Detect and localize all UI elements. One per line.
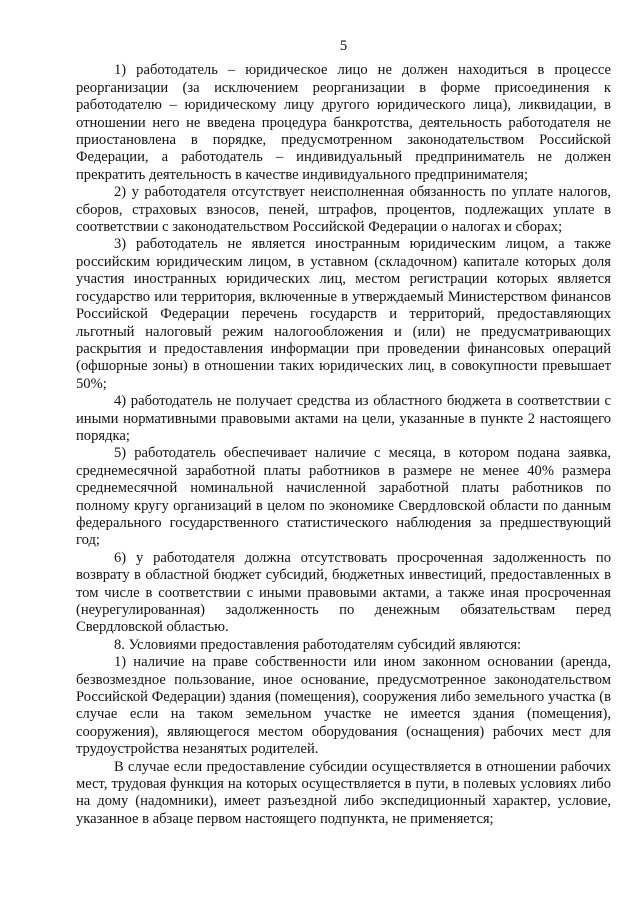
paragraph-no-tax-debt: 2) у работодателя отсутствует неисполненная обязанность по уплате налогов, сборов, страховых взносов, пеней, штрафов, процентов, подлежащих уплате в соответствии с законодательством Российской Федерации о налогах и сборах; (76, 184, 611, 236)
paragraph-employer-not-reorganized: 1) работодатель – юридическое лицо не должен находиться в процессе реорганизации (за исключением реорганизации в форме присоединения к работодателю – юридическому лицу другого юридического лица), ликвидации, в отношении него не введена процедура банкротства, деятельность работодателя не приостановлена в порядке, предусмотренном законодательством Российской Федерации, а работодатель – индивидуальный предприниматель не должен прекратить деятельность в качестве индивидуального предпринимателя; (76, 62, 611, 183)
paragraph-no-regional-budget-funds: 4) работодатель не получает средства из областного бюджета в соответствии с иными нормативными правовыми актами на цели, указанные в пункте 2 настоящего порядка; (76, 393, 611, 444)
paragraph-subsidy-conditions-heading: 8. Условиями предоставления работодателям субсидий являются: (114, 636, 522, 653)
paragraph-no-overdue-debt: 6) у работодателя должна отсутствовать просроченная задолженность по возврату в областной бюджет субсидий, бюджетных инвестиций, предоставленных в том числе в соответствии с иными правовыми актами, а также иная просроченная (неурегулированная) задолженность по денежным обязательствам перед Свердловской областью. (76, 549, 611, 636)
paragraph-mobile-workplaces-exception: В случае если предоставление субсидии осуществляется в отношении рабочих мест, трудовая функция на которых осуществляется в пути, в полевых условиях либо на дому (надомники), имеет разъездной либо экспедиционный характер, условие, указанное в абзаце первом настоящего подпункта, не применяется; (76, 758, 611, 827)
paragraph-average-salary: 5) работодатель обеспечивает наличие с месяца, в котором подана заявка, среднемесячной заработной платы работников в размере не менее 40% размера среднемесячной номинальной начисленной заработной платы работников по полному кругу организаций в целом по экономике Свердловской области по данным федерального государственного статистического наблюдения за предшествующий год; (76, 445, 611, 549)
paragraph-premises-ownership: 1) наличие на праве собственности или ином законном основании (аренда, безвозмездное пользование, иное основание, предусмотренное законодательством Российской Федерации) здания (помещения), сооружения либо земельного участка (в случае если на таком земельном участке не имеется здания (помещения), сооружения), являющегося местом оборудования (оснащения) рабочих мест для трудоустройства незанятых родителей. (76, 654, 611, 758)
document-page (76, 38, 611, 828)
paragraph-not-foreign-entity: 3) работодатель не является иностранным юридическим лицом, а также российским юридическим лицом, в уставном (складочном) капитале которых доля участия иностранных юридических лиц, местом регистрации которых является государство или территория, включенные в утверждаемый Министерством финансов Российской Федерации перечень государств и территорий, предоставляющих льготный налоговый режим налогообложения и (или) не предусматривающих раскрытия и предоставления информации при проведении финансовых операций (офшорные зоны) в отношении таких юридических лиц, в совокупности превышает 50%; (76, 236, 611, 392)
page-number: 5 (339, 38, 348, 54)
